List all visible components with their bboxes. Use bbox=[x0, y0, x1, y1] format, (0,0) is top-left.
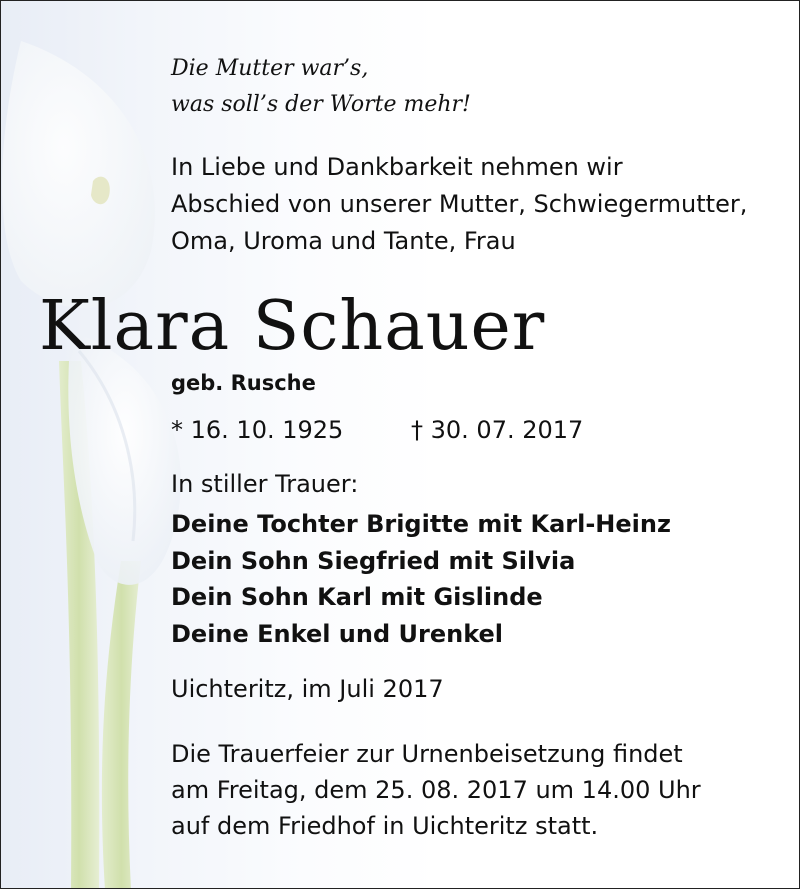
notice-content bbox=[1, 1, 800, 889]
maiden-name: geb. Rusche bbox=[171, 371, 316, 395]
death-date: † 30. 07. 2017 bbox=[411, 416, 584, 444]
mourner-item: Dein Sohn Siegfried mit Silvia bbox=[171, 546, 576, 575]
intro-text bbox=[171, 149, 791, 260]
mourner-item: Deine Tochter Brigitte mit Karl-Heinz bbox=[171, 510, 671, 538]
service-info bbox=[171, 736, 701, 844]
intro-line: Oma, Uroma und Tante, Frau bbox=[171, 227, 516, 255]
birth-date: * 16. 10. 1925 bbox=[171, 416, 344, 444]
motto bbox=[171, 51, 471, 123]
mourners-label: In stiller Trauer: bbox=[171, 470, 359, 498]
intro-line: In Liebe und Dankbarkeit nehmen wir bbox=[171, 153, 623, 181]
mourner-item: Dein Sohn Karl mit Gislinde bbox=[171, 583, 543, 611]
intro-line: Abschied von unserer Mutter, Schwiegermutter, bbox=[171, 190, 748, 218]
service-line: auf dem Friedhof in Uichteritz statt. bbox=[171, 812, 599, 840]
motto-line: was soll’s der Worte mehr! bbox=[171, 92, 471, 117]
mourner-item: Deine Enkel und Urenkel bbox=[171, 619, 504, 648]
deceased-name: Klara Schauer bbox=[39, 287, 546, 366]
mourners-list bbox=[171, 506, 671, 652]
place-date: Uichteritz, im Juli 2017 bbox=[171, 675, 444, 703]
motto-line: Die Mutter war’s, bbox=[171, 56, 369, 81]
life-dates bbox=[171, 416, 584, 444]
service-line: Die Trauerfeier zur Urnenbeisetzung findet bbox=[171, 740, 683, 768]
service-line: am Freitag, dem 25. 08. 2017 um 14.00 Uhr bbox=[171, 776, 701, 804]
